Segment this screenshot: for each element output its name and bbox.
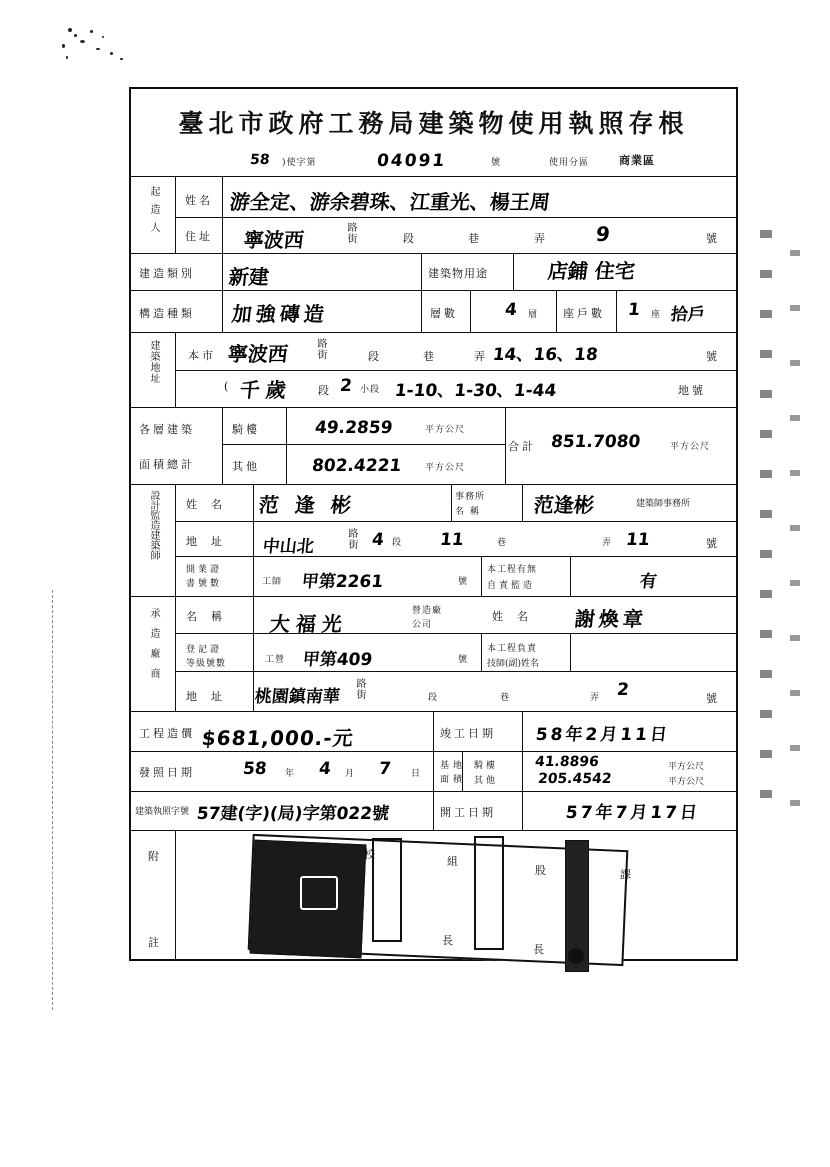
issue-year: 58 bbox=[241, 759, 268, 779]
units-value: 1 bbox=[626, 300, 641, 320]
issue-day-word: 日 bbox=[411, 769, 422, 779]
floors-value: 4 bbox=[503, 300, 518, 320]
stamp-label-2: 組 bbox=[447, 855, 461, 868]
floor-area-label-2: 面積總計 bbox=[139, 458, 195, 471]
architect-lane-word: 巷 bbox=[497, 538, 508, 548]
cert-label-2: 書號數 bbox=[186, 579, 223, 589]
applicant-alley-word: 弄 bbox=[534, 232, 548, 245]
stamp-label-5: 長 bbox=[533, 943, 547, 956]
supervise-label-1: 本工程有無 bbox=[487, 565, 538, 575]
architect-alley-no: 11 bbox=[624, 530, 651, 550]
land-other-label: 其他 bbox=[474, 776, 499, 786]
seal-stamp-3-dot bbox=[568, 948, 584, 964]
building-use-label: 建築物用途 bbox=[428, 267, 488, 280]
start-value: 57年7月17日 bbox=[564, 803, 701, 823]
architect-section-no: 4 bbox=[370, 530, 385, 550]
page-title: 臺北市政府工務局建築物使用執照存根 bbox=[178, 109, 689, 138]
applicant-section-label: 起造人 bbox=[148, 186, 159, 240]
arcade-label: 騎樓 bbox=[232, 423, 260, 436]
start-label: 開工日期 bbox=[440, 806, 496, 819]
contractor-section-label: 承造廠商 bbox=[148, 608, 159, 688]
contractor-road-suffix: 路街 bbox=[354, 678, 365, 700]
issue-year-word: 年 bbox=[285, 769, 296, 779]
architect-name-label: 姓名 bbox=[186, 498, 236, 511]
site-hao: 號 bbox=[706, 350, 720, 363]
floor-area-label-1: 各層建築 bbox=[139, 423, 195, 436]
scan-edge-right-2 bbox=[790, 250, 800, 830]
contractor-hao: 號 bbox=[706, 692, 720, 705]
site-lots: 1-10、1-30、1-44 bbox=[393, 381, 558, 401]
arcade-value: 49.2859 bbox=[313, 418, 394, 438]
contractor-name: 大福光 bbox=[268, 612, 350, 636]
tech-label-2: 技師(副)姓名 bbox=[487, 659, 540, 669]
total-area-label: 合計 bbox=[508, 440, 536, 453]
architect-alley-word: 弄 bbox=[602, 538, 613, 548]
site-section-word: 段 bbox=[368, 350, 382, 363]
cert-prefix: 工師 bbox=[262, 577, 283, 587]
building-use-value: 店鋪 住宅 bbox=[546, 259, 637, 283]
other-area-value: 802.4221 bbox=[310, 456, 403, 476]
architect-name: 范逢彬 bbox=[257, 493, 369, 517]
license-suffix: 號 bbox=[491, 158, 502, 168]
completion-value: 58年2月11日 bbox=[534, 725, 671, 745]
floors-unit: 層 bbox=[528, 310, 539, 320]
seal-stamp-2 bbox=[474, 836, 504, 950]
land-arcade-label: 騎樓 bbox=[474, 761, 499, 771]
applicant-address-label: 住址 bbox=[185, 230, 213, 243]
scan-edge-left bbox=[52, 590, 53, 1010]
applicant-section-word: 段 bbox=[403, 232, 417, 245]
site-lot-word: 地號 bbox=[678, 384, 706, 397]
person-label: 姓名 bbox=[492, 610, 542, 623]
stamp-label-6: 課 bbox=[620, 868, 634, 881]
person-name: 謝煥章 bbox=[573, 607, 649, 631]
site-city: 本市 bbox=[188, 349, 216, 362]
architect-section-label: 設計監造建築師 bbox=[148, 490, 159, 560]
seal-stamp-1 bbox=[372, 838, 402, 942]
land-arcade-unit: 平方公尺 bbox=[668, 762, 705, 772]
total-area-value: 851.7080 bbox=[549, 432, 642, 452]
contractor-alley-no: 2 bbox=[615, 680, 630, 700]
cost-value: $681,000.-元 bbox=[200, 726, 356, 750]
architect-hao: 號 bbox=[706, 537, 720, 550]
structure-value: 加強磚造 bbox=[230, 302, 330, 326]
zone-label: 使用分區 bbox=[549, 158, 590, 168]
applicant-road-suffix: 路街 bbox=[345, 222, 356, 244]
architect-road-suffix: 路街 bbox=[346, 528, 357, 550]
land-label-1: 基地 bbox=[440, 761, 467, 771]
other-area-unit: 平方公尺 bbox=[425, 463, 466, 473]
approval-stamp-window bbox=[300, 876, 338, 910]
architect-lane-no: 11 bbox=[438, 530, 465, 550]
architect-address-label: 地址 bbox=[186, 535, 236, 548]
site-numbers: 14、16、18 bbox=[491, 345, 599, 365]
applicant-names: 游全定、游余碧珠、江重光、楊王周 bbox=[228, 190, 552, 214]
reg-label-1: 登記證 bbox=[186, 645, 223, 655]
build-license-label: 建築執照字號 bbox=[135, 807, 190, 817]
contractor-section-word: 段 bbox=[428, 693, 439, 703]
contractor-lane-word: 巷 bbox=[500, 693, 511, 703]
office-label-2: 名稱 bbox=[455, 507, 486, 517]
site-road-suffix: 路街 bbox=[315, 338, 326, 360]
reg-value: 甲第409 bbox=[301, 650, 374, 670]
stamp-label-1: 校 bbox=[364, 848, 378, 861]
zone-value: 商業區 bbox=[619, 154, 655, 167]
building-category-value: 新建 bbox=[227, 265, 271, 289]
site-alley-word: 弄 bbox=[474, 350, 488, 363]
units-label: 座戶數 bbox=[563, 307, 605, 320]
applicant-hao: 號 bbox=[706, 232, 720, 245]
floors-label: 層數 bbox=[430, 307, 458, 320]
tech-label-1: 本工程負責 bbox=[487, 644, 538, 654]
remarks-label-1: 附 bbox=[148, 850, 162, 863]
architect-section-word: 段 bbox=[392, 538, 403, 548]
site-section-label: 建築地址 bbox=[148, 340, 159, 384]
remarks-label-2: 註 bbox=[148, 936, 162, 949]
site-road: 寧波西 bbox=[226, 342, 290, 366]
issue-day: 7 bbox=[377, 759, 392, 779]
company-label-2: 公司 bbox=[412, 620, 433, 630]
arcade-unit: 平方公尺 bbox=[425, 425, 466, 435]
license-number: 04091 bbox=[375, 151, 448, 171]
issue-label: 發照日期 bbox=[139, 766, 195, 779]
contractor-alley-word: 弄 bbox=[590, 693, 601, 703]
land-other-unit: 平方公尺 bbox=[668, 777, 705, 787]
stamp-label-4: 股 bbox=[535, 864, 549, 877]
site-area: 千歲 bbox=[238, 378, 294, 402]
building-category-label: 建造類別 bbox=[139, 267, 195, 280]
issue-month-word: 月 bbox=[345, 769, 356, 779]
total-area-unit: 平方公尺 bbox=[670, 442, 711, 452]
cert-value: 甲第2261 bbox=[300, 572, 385, 592]
applicant-lane-word: 巷 bbox=[468, 232, 482, 245]
build-license-value: 57建(字)(局)字第022號 bbox=[195, 804, 391, 824]
land-label-2: 面積 bbox=[440, 775, 467, 785]
reg-suffix: 號 bbox=[458, 655, 469, 665]
site-subsection: 2 bbox=[338, 376, 353, 396]
applicant-name-label: 姓名 bbox=[185, 194, 213, 207]
cert-suffix: 號 bbox=[458, 577, 469, 587]
issue-month: 4 bbox=[317, 759, 332, 779]
completion-label: 竣工日期 bbox=[440, 727, 496, 740]
stamp-label-3: 長 bbox=[442, 934, 456, 947]
units-unit: 座 bbox=[651, 310, 662, 320]
cert-label-1: 開業證 bbox=[186, 565, 223, 575]
contractor-address: 桃園鎮南華 bbox=[253, 687, 341, 707]
applicant-road: 寧波西 bbox=[242, 228, 306, 252]
applicant-number: 9 bbox=[594, 222, 612, 246]
reg-label-2: 等級號數 bbox=[186, 659, 227, 669]
cost-label: 工程造價 bbox=[139, 727, 195, 740]
other-area-label: 其他 bbox=[232, 460, 260, 473]
architect-road: 中山北 bbox=[261, 537, 315, 557]
site-paren-open: ( bbox=[224, 380, 232, 393]
supervise-value: 有 bbox=[638, 572, 658, 592]
office-label-1: 事務所 bbox=[455, 492, 486, 502]
contractor-address-label: 地址 bbox=[186, 690, 236, 703]
license-year: 58 bbox=[249, 152, 271, 168]
units-extra: 拾戶 bbox=[669, 305, 706, 325]
license-prefix: )使字第 bbox=[282, 158, 317, 168]
office-name: 范逢彬 bbox=[532, 493, 596, 517]
reg-prefix: 工營 bbox=[265, 655, 286, 665]
supervise-label-2: 自責監造 bbox=[487, 581, 536, 591]
company-label-1: 營造廠 bbox=[412, 606, 443, 616]
scan-edge-right bbox=[760, 230, 772, 830]
site-area-section-word: 段 bbox=[318, 384, 332, 397]
office-suffix: 建築師事務所 bbox=[636, 499, 691, 509]
contractor-name-label: 名稱 bbox=[186, 610, 236, 623]
structure-label: 構造種類 bbox=[139, 307, 195, 320]
land-other-value: 205.4542 bbox=[537, 771, 613, 787]
site-subsection-word: 小段 bbox=[360, 385, 381, 395]
land-arcade-value: 41.8896 bbox=[534, 754, 600, 770]
site-lane-word: 巷 bbox=[423, 350, 437, 363]
